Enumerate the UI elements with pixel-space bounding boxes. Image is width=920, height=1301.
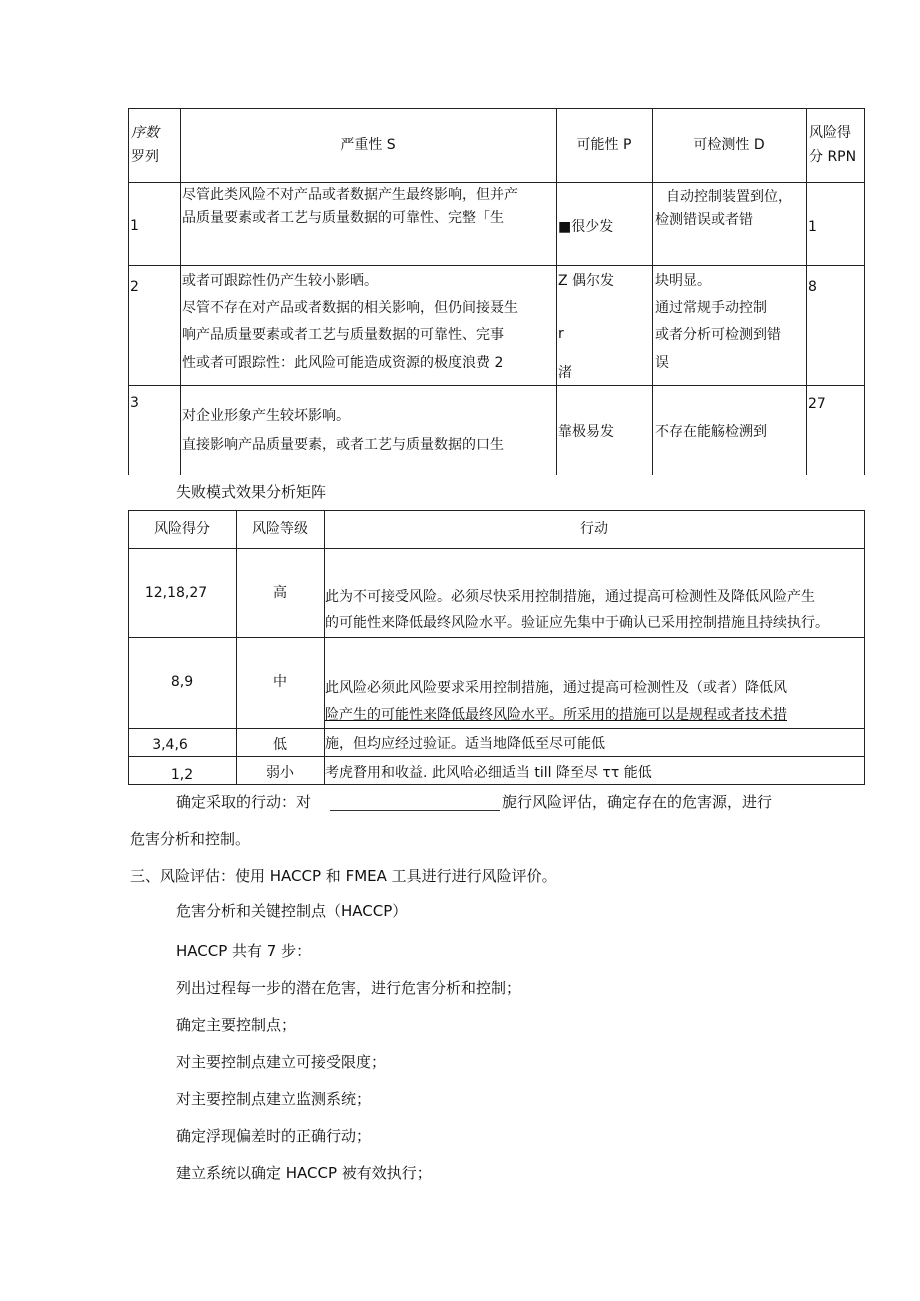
matrix-minor-action: 考虎瞀用和收益. 此风哈必细适当 till 降至尽 ττ 能低 bbox=[325, 765, 652, 781]
row2-severity-line3: 响产品质量要素或者工艺与质量数据的可靠性、完事 bbox=[182, 327, 504, 343]
row2-detectability-line2: 通过常规手动控制 bbox=[655, 300, 767, 316]
header-detectability: 可检测性 D bbox=[693, 137, 765, 153]
header-seq-line2: 罗列 bbox=[131, 149, 159, 165]
haccp-step-3: 对主要控制点建立可接受限度； bbox=[176, 1053, 387, 1071]
header-severity: 严重性 S bbox=[340, 137, 396, 153]
matrix-high-level: 高 bbox=[273, 585, 287, 601]
row2-possibility-line3: 渚 bbox=[558, 365, 572, 381]
row2-possibility-line1: Z 偶尔发 bbox=[558, 273, 615, 289]
row3-severity-line2: 直接影响产品质量要素，或者工艺与质量数据的口生 bbox=[182, 437, 504, 453]
matrix-low-score: 3,4,6 bbox=[152, 737, 188, 753]
haccp-title: 危害分析和关键控制点（HACCP） bbox=[176, 902, 408, 920]
matrix-medium-score: 8,9 bbox=[170, 674, 194, 690]
row1-detectability-line1: 自动控制装置到位， bbox=[666, 189, 792, 205]
haccp-step-4: 对主要控制点建立监测系统； bbox=[176, 1090, 372, 1108]
matrix-high-score: 12,18,27 bbox=[144, 585, 208, 601]
matrix-caption: 失败模式效果分析矩阵 bbox=[176, 483, 327, 501]
row1-severity-line2: 品质量要素或者工艺与质量数据的可靠性、完整「生 bbox=[182, 210, 504, 226]
row2-rpn: 8 bbox=[808, 279, 817, 295]
haccp-step-1: 列出过程每一步的潜在危害，进行危害分析和控制； bbox=[176, 979, 522, 997]
haccp-step-6: 建立系统以确定 HACCP 被有效执行； bbox=[176, 1164, 432, 1182]
row3-possibility: 靠极易发 bbox=[558, 424, 614, 440]
row2-severity-line2: 尽管不存在对产品或者数据的相关影响，但仍间接聂生 bbox=[182, 300, 518, 316]
header-possibility: 可能性 P bbox=[576, 137, 632, 153]
matrix-medium-action-line2: 险产生的可能性来降低最终风险水平。所采用的措施可以是规程或者技术措 bbox=[325, 707, 787, 723]
blank-underline bbox=[330, 810, 500, 811]
header-seq-line1: 序数 bbox=[131, 125, 159, 141]
matrix-high-action-line1: 此为不可接受风险。必须尽快采用控制措施，通过提高可检测性及降低风险产生 bbox=[325, 589, 815, 605]
matrix-high-action-line2: 的可能性来降低最终风险水平。验证应先集中于确认已采用控制措施且持续执行。 bbox=[325, 615, 829, 631]
row1-severity-line1: 尽管此类风险不对产品或者数据产生最终影响，但并产 bbox=[182, 187, 518, 203]
row1-detectability-line2: 检测错误或者错 bbox=[655, 212, 753, 228]
matrix-low-level: 低 bbox=[273, 737, 287, 753]
section-3-heading: 三、风险评估：使用 HACCP 和 FMEA 工具进行进行风险评价。 bbox=[130, 867, 557, 885]
row2-detectability-line1: 块明显。 bbox=[655, 273, 711, 289]
row2-severity-line4: 性或者可跟踪性：此风险可能造成资源的极度浪费 2 bbox=[182, 355, 504, 371]
matrix-medium-action-line1: 此风险必须此风险要求采用控制措施，通过提高可检测性及（或者）降低风 bbox=[325, 680, 787, 696]
action-line-c: 危害分析和控制。 bbox=[130, 830, 251, 848]
haccp-step-2: 确定主要控制点； bbox=[176, 1016, 297, 1034]
row1-rpn: 1 bbox=[808, 219, 817, 235]
row3-severity-line1: 对企业形象产生较坏影响。 bbox=[182, 408, 350, 424]
row1-seq: 1 bbox=[130, 218, 139, 234]
row2-detectability-line3: 或者分析可检测到错 bbox=[655, 327, 781, 343]
matrix-header-action: 行动 bbox=[580, 521, 608, 537]
row2-seq: 2 bbox=[130, 279, 139, 295]
action-line-a: 确定采取的行动：对 bbox=[176, 793, 312, 811]
row2-detectability-line4: 误 bbox=[655, 355, 669, 371]
matrix-minor-score: 1,2 bbox=[170, 767, 194, 783]
haccp-steps-title: HACCP 共有 7 步： bbox=[176, 942, 312, 960]
row2-possibility-line2: r bbox=[558, 326, 564, 342]
row3-rpn: 27 bbox=[808, 396, 826, 412]
row3-seq: 3 bbox=[130, 395, 139, 411]
matrix-medium-level: 中 bbox=[273, 674, 287, 690]
row2-severity-line1: 或者可跟踪性仍产生较小影晒。 bbox=[182, 273, 378, 289]
matrix-minor-level: 弱小 bbox=[266, 765, 294, 781]
action-line-b: 旎行风险评估，确定存在的危害源，进行 bbox=[502, 793, 773, 811]
matrix-header-level: 风险等级 bbox=[252, 521, 308, 537]
matrix-low-action: 施，但均应经过验证。适当地降低至尽可能低 bbox=[325, 736, 605, 752]
row3-detectability: 不存在能觞检溯到 bbox=[655, 424, 767, 440]
header-rpn-line2: 分 RPN bbox=[809, 149, 857, 165]
header-rpn-line1: 风险得 bbox=[809, 125, 851, 141]
haccp-step-5: 确定浮现偏差时的正确行动； bbox=[176, 1127, 372, 1145]
matrix-header-score: 风险得分 bbox=[154, 521, 210, 537]
row1-possibility: ■很少发 bbox=[558, 219, 614, 235]
